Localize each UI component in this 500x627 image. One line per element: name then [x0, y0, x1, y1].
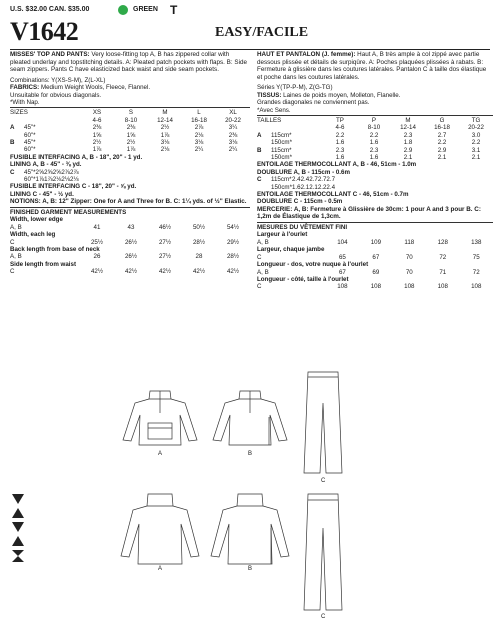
figure-top-b-front	[205, 385, 295, 450]
measurement-row	[10, 224, 250, 231]
yardage-row	[10, 124, 250, 131]
measurement-value: 118	[404, 238, 415, 246]
yardage-value: 2¼	[194, 146, 204, 154]
measurement-value: 108	[404, 283, 415, 291]
measurement-title: Width, each leg	[10, 231, 56, 239]
yardage-value: 2⅛	[194, 131, 204, 139]
yardage-value: 1⅞	[160, 131, 170, 139]
description-fr	[257, 51, 493, 81]
fusible-c: FUSIBLE INTERFACING C - 18", 20" - ⅝ yd.	[10, 183, 137, 191]
figure-top-a-back	[115, 488, 205, 568]
fabric-width: 150cm*	[271, 183, 292, 191]
lining-c: LINING C - 45" - ½ yd.	[10, 190, 74, 198]
finished-title: FINISHED GARMENT MEASUREMENTS	[10, 208, 127, 216]
triangle-up-icon	[12, 536, 24, 546]
measurement-row	[257, 239, 493, 246]
yardage-value: 2⅛	[52, 176, 62, 184]
figure-label-b-back: B	[248, 566, 253, 572]
view-letter: A, B	[10, 223, 22, 231]
measurement-value: 27½	[158, 238, 172, 246]
measurement-value: 42½	[90, 268, 104, 276]
yardage-value: 1.6	[335, 139, 345, 147]
measurement-title: Largeur à l'ourlet	[257, 231, 308, 239]
measurement-value: 42½	[124, 268, 138, 276]
measurement-value: 108	[471, 283, 482, 291]
view-width	[257, 154, 323, 161]
yardage-row	[10, 146, 250, 153]
measurement-value: 71	[439, 268, 447, 276]
difficulty-label: EASY/FACILE	[215, 25, 309, 40]
yardage-value: 2⅜	[126, 124, 136, 132]
view-width	[257, 176, 292, 183]
yardage-value: 2⅞	[61, 168, 70, 176]
measurement-value: 65	[338, 253, 346, 261]
description-title: HAUT ET PANTALON (J. femme):	[257, 51, 356, 58]
yardage-value: 2.4	[291, 176, 301, 184]
view-letter: C	[10, 268, 15, 276]
fabrics-title: FABRICS:	[10, 84, 40, 92]
figure-label-a: A	[158, 451, 163, 457]
size-num: 8-10	[367, 124, 381, 132]
yardage-value: 2½	[126, 139, 136, 147]
yardage-value: 3⅛	[228, 139, 238, 147]
size-name: M	[162, 109, 168, 117]
sizes-header: SIZES	[10, 109, 28, 117]
yardage-row	[257, 147, 493, 154]
triangle-down-icon	[12, 522, 24, 532]
measurement-title: Width, lower edge	[10, 216, 63, 224]
view-letter: B	[257, 146, 262, 154]
yardage-value: 1⅞	[126, 146, 136, 154]
yardage-value: 2.1	[300, 183, 310, 191]
yardage-value: 2.1	[403, 154, 413, 162]
view-letter: B	[10, 139, 15, 147]
yardage-row	[10, 169, 79, 176]
measurement-value: 41	[93, 223, 101, 231]
figure-label-c: C	[321, 478, 326, 484]
measurement-value: 26	[93, 253, 101, 261]
yardage-value: 2.4	[326, 183, 336, 191]
yardage-value: 2⅜	[228, 131, 238, 139]
fabric-width: 60"*	[24, 131, 36, 139]
fabric-width: 115cm*	[271, 131, 292, 139]
lining-ab: DOUBLURE A, B - 115cm - 0.6m	[257, 168, 350, 176]
english-column	[10, 51, 250, 276]
measurement-value: 70	[405, 253, 413, 261]
yardage-row	[10, 176, 79, 183]
description-en	[10, 51, 250, 74]
yardage-value: 2.3	[403, 131, 413, 139]
view-width	[10, 176, 36, 183]
measurement-row	[10, 268, 250, 275]
yardage-value: 2.4	[300, 176, 310, 184]
measurement-value: 70	[405, 268, 413, 276]
description-title: MISSES' TOP AND PANTS:	[10, 51, 90, 58]
yardage-value: 2.2	[437, 139, 447, 147]
view-letter: C	[257, 253, 262, 261]
view-letter: A, B	[257, 268, 269, 276]
view-width	[10, 139, 80, 146]
size-num: 8-10	[124, 116, 138, 124]
measurements-table	[10, 216, 250, 275]
finished-title: MESURES DU VÊTEMENT FINI	[257, 224, 348, 232]
color-label: GREEN	[133, 6, 158, 13]
view-width	[257, 139, 323, 146]
measurement-value: 46½	[158, 223, 172, 231]
view-letter: A	[257, 131, 262, 139]
measurement-value: 28	[195, 253, 203, 261]
fabrics-body: Medium Weight Wools, Fleece, Flannel.	[40, 84, 151, 92]
yardage-row	[10, 132, 250, 139]
category-mark: T	[170, 3, 178, 17]
yardage-value: 2.9	[437, 146, 447, 154]
yardage-value: 2⅝	[35, 168, 45, 176]
measurement-value: 67	[372, 253, 380, 261]
yardage-value: 1.8	[403, 139, 413, 147]
yardage-value: 2.7	[326, 176, 336, 184]
color-swatch	[118, 5, 128, 15]
fabric-width: 150cm*	[271, 154, 292, 162]
size-num: 20-22	[225, 116, 241, 124]
header-divider	[10, 49, 490, 50]
yardage-value: 2⅝	[44, 168, 53, 176]
fabric-width: 45"*	[24, 124, 36, 132]
size-num: 4-6	[335, 124, 345, 132]
fusible-ab: FUSIBLE INTERFACING A, B - 18", 20" - 1 yd.	[10, 153, 143, 161]
view-width	[257, 132, 323, 139]
yardage-row	[257, 132, 493, 139]
yardage-value: 2.2	[335, 131, 345, 139]
size-marker-icons	[11, 492, 25, 567]
measurement-value: 25½	[90, 238, 104, 246]
measurements-table	[257, 231, 493, 290]
measurement-title: Largeur, chaque jambe	[257, 246, 325, 254]
size-num: 4-6	[92, 116, 102, 124]
yardage-value: 2.1	[471, 154, 481, 162]
view-letter: A	[10, 124, 15, 132]
measurement-value: 42½	[158, 268, 172, 276]
measurement-title: Back length from base of neck	[10, 245, 100, 253]
description-body: Very loose-fitting top A, B has zippered collar with pleated underlay and topstitching details. A: Pleated patch pockets with flaps. B: Side seam zippers. Pants C have elasticized back waist and side seam pockets.	[10, 51, 247, 74]
yardage-value: 2½	[92, 139, 102, 147]
sizes-header: TAILLES	[257, 117, 282, 124]
combinations-label: Séries Y(TP-P-M), Z(G-TG)	[257, 84, 333, 92]
yardage-row	[257, 154, 493, 161]
measurement-value: 26½	[124, 238, 138, 246]
yardage-table-c	[257, 176, 335, 191]
nap-note: *With Nap.	[10, 99, 40, 106]
fusible-ab: ENTOILAGE THERMOCOLLANT A, B - 46, 51cm - 1.0m	[257, 161, 417, 169]
fabric-width: 45"*	[24, 139, 36, 147]
yardage-value: 1⅞	[92, 146, 102, 154]
measurement-value: 109	[370, 238, 382, 246]
yardage-value: 1.6	[369, 139, 379, 147]
measurement-value: 104	[337, 238, 348, 246]
measurement-value: 128	[437, 238, 448, 246]
yardage-row	[257, 139, 493, 146]
yardage-value: 1⅝	[126, 131, 136, 139]
yardage-value: 2.7	[317, 176, 327, 184]
yardage-table	[10, 109, 250, 153]
measurement-row	[10, 253, 250, 260]
fabric-width: 115cm*	[271, 176, 292, 184]
measurement-value: 72	[472, 268, 480, 276]
hourglass-icon	[12, 550, 24, 562]
figure-pants-c-back	[298, 490, 348, 615]
yardage-table-c	[10, 169, 79, 184]
notions-fr: MERCERIE: A, B: Fermeture à Glissière de 30cm: 1 pour A and 3 pour B. C: 1,2m de Élastique de 1,3cm.	[257, 205, 481, 221]
view-width	[257, 184, 292, 191]
figure-pants-c	[298, 368, 348, 478]
combinations-label: Combinations: Y(XS-S-M), Z(L-XL)	[10, 76, 106, 84]
yardage-value: 1.6	[335, 154, 345, 162]
measurement-value: 108	[370, 283, 382, 291]
view-letter: C	[257, 283, 262, 291]
size-name: M	[405, 117, 411, 124]
measurement-value: 42½	[192, 268, 206, 276]
yardage-value: 3.0	[471, 131, 481, 139]
yardage-value: 2.3	[335, 146, 345, 154]
view-width	[10, 124, 80, 131]
yardage-value: 3⅛	[160, 139, 170, 147]
size-num: 12-14	[400, 124, 416, 132]
yardage-row	[10, 139, 250, 146]
yardage-value: 2⅛	[61, 176, 70, 184]
fabrics-body: Laines de poids moyen, Molleton, Flanelle.	[283, 91, 401, 99]
yardage-value: 1.6	[291, 183, 301, 191]
yardage-value: 2⅝	[52, 168, 62, 176]
yardage-value: 2⅛	[69, 176, 79, 184]
fusible-c: ENTOILAGE THERMOCOLLANT C - 46, 51cm - 0.7m	[257, 191, 409, 199]
view-width	[257, 147, 323, 154]
yardage-value: 2.2	[317, 183, 327, 191]
yardage-value: 2¼	[228, 146, 238, 154]
view-letter: C	[10, 238, 15, 246]
view-width	[10, 169, 36, 176]
view-letter: C	[10, 168, 15, 176]
yardage-value: 2⅞	[194, 124, 204, 132]
measurement-value: 138	[471, 238, 482, 246]
measurement-value: 72	[439, 253, 447, 261]
yardage-value: 2⅜	[92, 124, 102, 132]
measurement-value: 54½	[226, 223, 240, 231]
figure-label-a-back: A	[158, 566, 163, 572]
size-name: S	[128, 109, 134, 117]
measurement-value: 108	[437, 283, 448, 291]
measurement-row	[257, 254, 493, 261]
size-num: 12-14	[157, 116, 173, 124]
yardage-table	[257, 117, 493, 161]
nap-note: *Avec Sens.	[257, 106, 291, 114]
fabric-width: 45"*	[24, 168, 36, 176]
yardage-value: 2.1	[309, 183, 318, 191]
measurement-value: 69	[372, 268, 380, 276]
yardage-value: 3¼	[228, 124, 238, 132]
measurement-title: Longueur - côté, taille à l'ourlet	[257, 275, 349, 283]
view-letter: C	[257, 176, 262, 184]
fabrics-note: Unsuitable for obvious diagonals.	[10, 91, 102, 99]
yardage-value: 2.7	[309, 176, 318, 184]
size-name: P	[371, 117, 377, 124]
size-name: TP	[336, 117, 344, 124]
fabric-width: 60"*	[24, 146, 36, 154]
yardage-value: 2.2	[369, 131, 379, 139]
measurement-row	[257, 283, 493, 290]
size-num: 20-22	[468, 124, 484, 132]
figure-label-c-back: C	[321, 614, 326, 620]
yardage-value: 2½	[160, 124, 170, 132]
measurement-value: 67	[338, 268, 346, 276]
fabrics-title: TISSUS:	[257, 91, 282, 99]
fabric-width: 150cm*	[271, 139, 292, 147]
measurement-value: 26½	[124, 253, 138, 261]
measurement-value: 28½	[192, 238, 206, 246]
measurement-value: 75	[472, 253, 480, 261]
measurement-title: Longueur - dos, votre nuque à l'ourlet	[257, 261, 369, 269]
yardage-row	[257, 184, 335, 191]
size-num: 16-18	[191, 116, 207, 124]
yardage-value: 2⅛	[160, 146, 170, 154]
yardage-value: 1⅞	[44, 176, 53, 184]
measurement-row	[257, 269, 493, 276]
fabrics-note: Grandes diagonales ne conviennent pas.	[257, 99, 370, 107]
figure-top-b-back	[205, 488, 295, 568]
triangle-up-icon	[12, 508, 24, 518]
description-body: Haut A, B très ample à col zippé avec partie dessous plissée et détails de surpiqûre. A: Poches plaquées plissées à rabats. B: Fermeture à glissière dans les coutures latérales. Pantalon C à taille dos élastique et poche dans les coutures latérales.	[257, 51, 487, 81]
yardage-value: 1⅝	[92, 131, 102, 139]
pattern-code: V1642	[10, 17, 79, 46]
measurement-row	[10, 239, 250, 246]
measurement-value: 29½	[226, 238, 240, 246]
fabric-width: 60"*	[24, 176, 36, 184]
yardage-value: 3.1	[471, 146, 481, 154]
price-label: U.S. $32.00 CAN. $35.00	[10, 6, 90, 13]
fabric-width: 115cm*	[271, 146, 292, 154]
yardage-value: 2.9	[403, 146, 413, 154]
measurement-value: 50½	[192, 223, 206, 231]
measurement-value: 27½	[158, 253, 172, 261]
view-letter: A, B	[257, 238, 269, 246]
view-width	[10, 146, 80, 153]
size-name: XL	[229, 109, 237, 117]
yardage-value: 2.7	[437, 131, 447, 139]
triangle-down-icon	[12, 494, 24, 504]
view-letter: A, B	[10, 253, 22, 261]
measurement-value: 108	[337, 283, 348, 291]
yardage-value: 1⅞	[35, 176, 45, 184]
notions-en: NOTIONS: A, B: 12" Zipper: One for A and Three for B. C: 1¼ yds. of ½" Elastic.	[10, 198, 247, 206]
yardage-value: 2.2	[471, 139, 481, 147]
yardage-row	[257, 176, 335, 183]
size-name: L	[197, 109, 201, 117]
french-column	[257, 51, 493, 291]
size-name: TG	[471, 117, 481, 124]
size-num: 16-18	[434, 124, 450, 132]
view-width	[10, 132, 80, 139]
figure-label-b: B	[248, 451, 253, 457]
lining-c: DOUBLURE C - 115cm - 0.5m	[257, 198, 343, 206]
yardage-value: 2.1	[437, 154, 447, 162]
size-name: XS	[92, 109, 102, 117]
measurement-value: 43	[127, 223, 135, 231]
measurement-value: 28½	[226, 253, 240, 261]
measurement-value: 42½	[226, 268, 240, 276]
yardage-value: 3⅛	[194, 139, 204, 147]
lining-ab: LINING A, B - 45" - ⅜ yd.	[10, 161, 82, 169]
yardage-value: 1.6	[369, 154, 379, 162]
measurement-title: Side length from waist	[10, 260, 77, 268]
yardage-value: 2⅞	[69, 168, 79, 176]
size-name: G	[439, 117, 445, 124]
yardage-value: 2.3	[369, 146, 379, 154]
figure-top-a-front	[115, 385, 205, 450]
